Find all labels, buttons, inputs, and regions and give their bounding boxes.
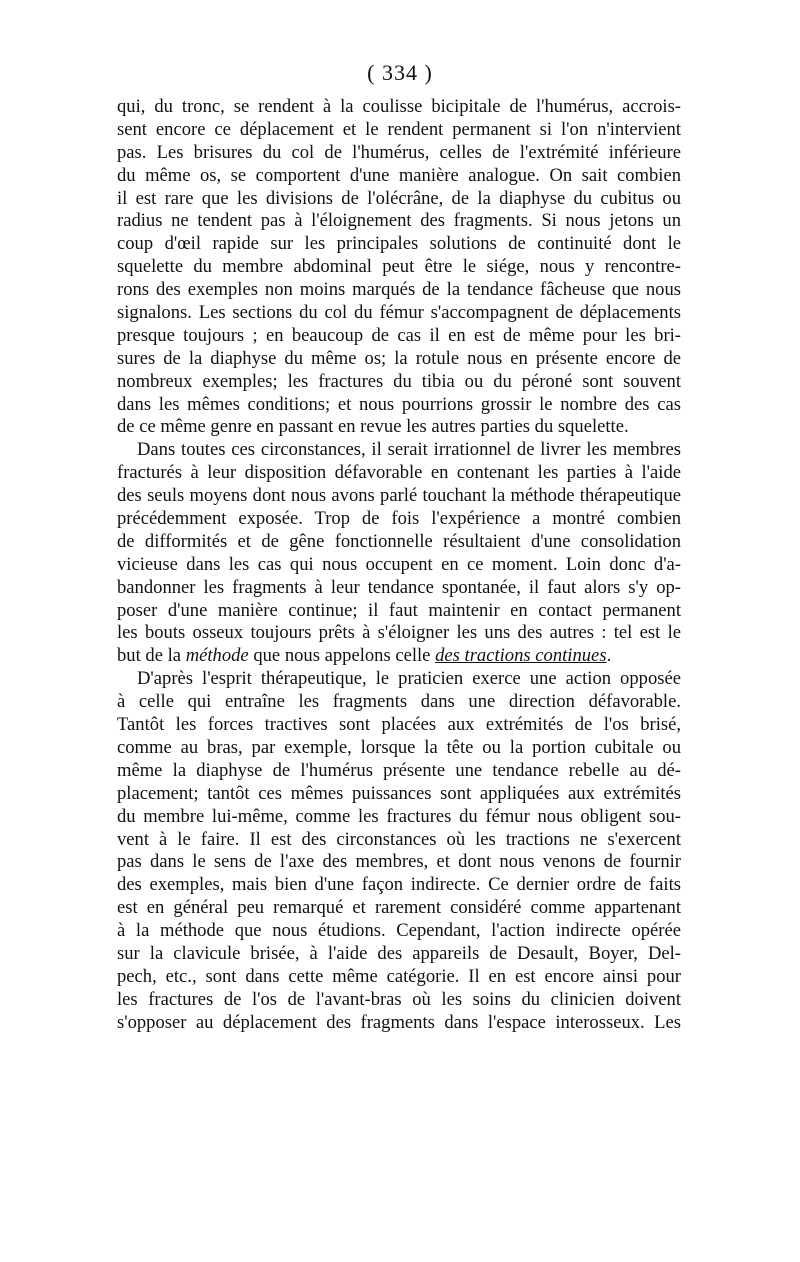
text-line: signalons. Les sections du col du fémur s'accompagnent de déplacements xyxy=(117,302,681,324)
page-number: ( 334 ) xyxy=(367,60,433,85)
text-line: à celle qui entraîne les fragments dans une direction défavorable. xyxy=(117,691,681,713)
text-segment: . xyxy=(606,645,612,667)
text-line: Dans toutes ces circonstances, il serait irrationnel de livrer les membres xyxy=(137,439,681,461)
text-line: placement; tantôt ces mêmes puissances sont appliquées aux extrémités xyxy=(117,782,681,804)
text-line: comme au bras, par exemple, lorsque la tête ou la portion cubitale ou xyxy=(117,736,681,758)
text-line: s'opposer au déplacement des fragments dans l'espace interosseux. Les xyxy=(117,1011,681,1033)
text-line: du même os, se comportent d'une manière analogue. On sait combien xyxy=(117,164,681,186)
text-line: à la méthode que nous étudions. Cependant, l'action indirecte opérée xyxy=(117,920,681,942)
text-line: sent encore ce déplacement et le rendent permanent si l'on n'intervient xyxy=(117,118,681,140)
text-line: sures de la diaphyse du même os; la rotule nous en présente encore de xyxy=(117,347,681,369)
body-text xyxy=(117,96,681,1035)
text-line: pas dans le sens de l'axe des membres, et dont nous venons de fournir xyxy=(117,851,681,873)
text-line: les bouts osseux toujours prêts à s'éloigner les uns des autres : tel est le xyxy=(117,622,681,644)
text-line: qui, du tronc, se rendent à la coulisse bicipitale de l'humérus, accrois- xyxy=(117,96,681,117)
text-line: sur la clavicule brisée, à l'aide des appareils de Desault, Boyer, Del- xyxy=(117,942,681,964)
text-line: D'après l'esprit thérapeutique, le praticien exerce une action opposée xyxy=(137,668,681,690)
text-line: Tantôt les forces tractives sont placées aux extrémités de l'os brisé, xyxy=(117,714,681,736)
text-line: de ce même genre en passant en revue les autres parties du squelette. xyxy=(117,416,629,438)
text-line: squelette du membre abdominal peut être le siége, nous y rencontre- xyxy=(117,256,681,278)
italic-term-tractions-continues: des tractions continues xyxy=(435,645,607,667)
text-line: des seuls moyens dont nous avons parlé touchant la méthode thérapeutique xyxy=(117,485,681,507)
text-line: dans les mêmes conditions; et nous pourrions grossir le nombre des cas xyxy=(117,393,681,415)
text-segment: que nous appelons celle xyxy=(248,645,436,667)
text-line: coup d'œil rapide sur les principales solutions de continuité dont le xyxy=(117,233,681,255)
text-line: radius ne tendent pas à l'éloignement des fragments. Si nous jetons un xyxy=(117,210,681,232)
text-line: fracturés à leur disposition défavorable en contenant les parties à l'aide xyxy=(117,462,681,484)
text-line: rons des exemples non moins marqués de la tendance fâcheuse que nous xyxy=(117,279,681,301)
text-line: du membre lui-même, comme les fractures du fémur nous obligent sou- xyxy=(117,805,681,827)
text-line: est en général peu remarqué et rarement considéré comme appartenant xyxy=(117,897,681,919)
text-line: bandonner les fragments à leur tendance spontanée, il faut alors s'y op- xyxy=(117,576,681,598)
text-line: précédemment exposée. Trop de fois l'expérience a montré combien xyxy=(117,508,681,530)
text-line: pech, etc., sont dans cette même catégorie. Il en est encore ainsi pour xyxy=(117,965,681,987)
text-line: presque toujours ; en beaucoup de cas il en est de même pour les bri- xyxy=(117,324,681,346)
italic-term-methode: méthode xyxy=(185,645,249,667)
text-line: les fractures de l'os de l'avant-bras où les soins du clinicien doivent xyxy=(117,988,681,1010)
text-line: poser d'une manière continue; il faut maintenir en contact permanent xyxy=(117,599,681,621)
text-line: pas. Les brisures du col de l'humérus, celles de l'extrémité inférieure xyxy=(117,141,681,163)
text-segment: but de la xyxy=(117,645,186,667)
text-line xyxy=(117,645,681,668)
text-line: il est rare que les divisions de l'olécrâne, de la diaphyse du cubitus ou xyxy=(117,187,681,209)
text-line: vent à le faire. Il est des circonstances où les tractions ne s'exercent xyxy=(117,828,681,850)
text-line: nombreux exemples; les fractures du tibia ou du péroné sont souvent xyxy=(117,370,681,392)
text-line: même la diaphyse de l'humérus présente une tendance rebelle au dé- xyxy=(117,759,681,781)
text-line: de difformités et de gêne fonctionnelle résultaient d'une consolidation xyxy=(117,530,681,552)
text-line: vicieuse dans les cas qui nous occupent en ce moment. Loin donc d'a- xyxy=(117,553,681,575)
text-line: des exemples, mais bien d'une façon indirecte. Ce dernier ordre de faits xyxy=(117,874,681,896)
